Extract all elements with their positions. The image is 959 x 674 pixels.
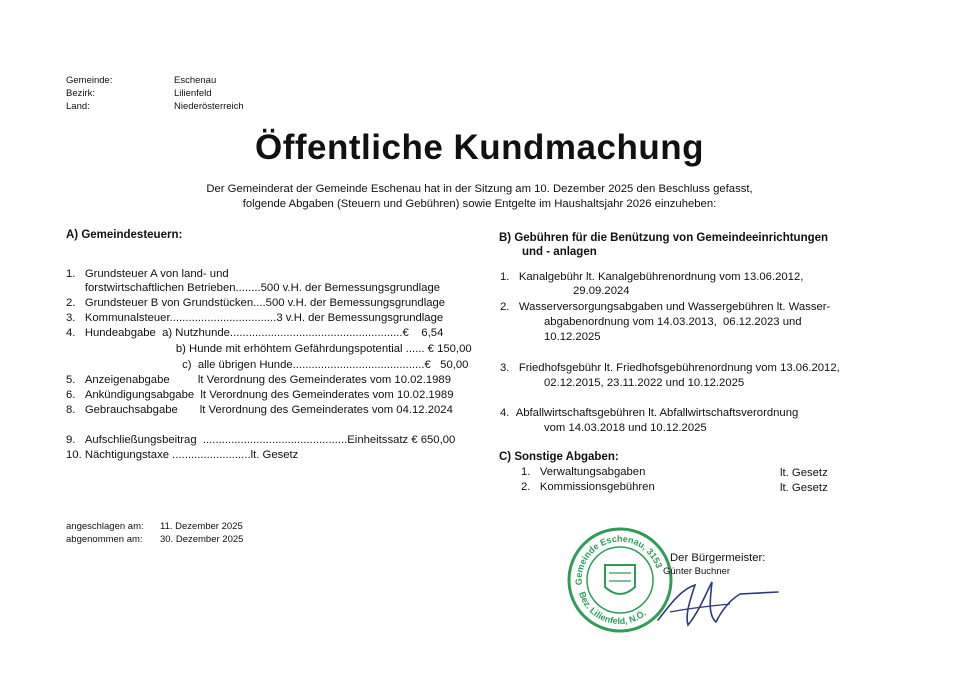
section-b-line: 3. Friedhofsgebühr lt. Friedhofsgebührenordnung vom 13.06.2012, [500,362,840,374]
section-a-line: forstwirtschaftlichen Betrieben........500 v.H. der Bemessungsgrundlage [66,282,441,294]
page-title: Öffentliche Kundmachung [255,128,704,167]
header-label-state: Land: [66,101,90,112]
section-c-heading: C) Sonstige Abgaben: [499,451,619,463]
section-b-line: 02.12.2015, 23.11.2022 und 10.12.2025 [544,377,745,389]
section-c-item-label: 1. Verwaltungsabgaben [521,466,646,478]
section-a-line: 10. Nächtigungstaxe .........................lt. Gesetz [66,449,299,461]
section-a-line: 4. Hundeabgabe a) Nutzhunde.......................................................€ 6,54 [66,327,444,339]
removed-date: 30. Dezember 2025 [160,534,244,545]
intro-line-1: Der Gemeinderat der Gemeinde Eschenau hat in der Sitzung am 10. Dezember 2025 den Beschluss gefasst, [206,183,753,195]
header-label-municipality: Gemeinde: [66,75,113,86]
intro-line-2: folgende Abgaben (Steuern und Gebühren) sowie Entgelte im Haushaltsjahr 2026 einzuheben: [242,198,717,210]
seal-text-bottom: Bez. Lilienfeld, N.Ö. [576,590,648,627]
seal-text-top: Gemeinde Eschenau, 3153 [573,533,665,586]
section-a-line: 9. Aufschließungsbeitrag ..............................................Einheitssatz € 650,00 [66,434,456,446]
section-b-line: 2. Wasserversorgungsabgaben und Wassergebühren lt. Wasser- [500,301,831,313]
section-b-line: 10.12.2025 [544,331,601,343]
seal-crest-icon [605,565,635,594]
section-a-heading: A) Gemeindesteuern: [66,229,183,241]
section-b-line: 1. Kanalgebühr lt. Kanalgebührenordnung vom 13.06.2012, [500,271,804,283]
posted-label: angeschlagen am: [66,521,144,532]
removed-label: abgenommen am: [66,534,143,545]
section-b-line: 4. Abfallwirtschaftsgebühren lt. Abfallwirtschaftsverordnung [500,407,799,419]
section-b-heading-cont: und - anlagen [522,246,597,258]
section-b-line: 29.09.2024 [573,285,630,297]
section-a-line: 8. Gebrauchsabgabe lt Verordnung des Gemeinderates vom 04.12.2024 [66,404,453,416]
section-c-item-label: 2. Kommissionsgebühren [521,481,655,493]
section-a-line: c) alle übrigen Hunde..........................................€ 50,00 [66,359,469,371]
section-a-line: 3. Kommunalsteuer..................................3 v.H. der Bemessungsgrundlage [66,312,444,324]
section-b-line: vom 14.03.2018 und 10.12.2025 [544,422,707,434]
header-value-district: Lilienfeld [174,88,212,99]
section-c-item-value: lt. Gesetz [780,482,828,494]
posted-date: 11. Dezember 2025 [160,521,243,532]
header-label-district: Bezirk: [66,88,96,99]
section-c-item-value: lt. Gesetz [780,467,828,479]
signature-name: Günter Buchner [663,566,731,577]
section-a-line: 1. Grundsteuer A von land- und [66,268,229,280]
section-a-line: 2. Grundsteuer B von Grundstücken....500 v.H. der Bemessungsgrundlage [66,297,446,309]
signature-role: Der Bürgermeister: [670,552,766,564]
handwritten-signature [650,570,780,630]
section-a-line: 6. Ankündigungsabgabe lt Verordnung des Gemeinderates vom 10.02.1989 [66,389,454,401]
section-a-line: b) Hunde mit erhöhtem Gefährdungspotential ...... € 150,00 [66,343,472,355]
section-b-line: abgabenordnung vom 14.03.2013, 06.12.2023 und [544,316,802,328]
header-value-state: Niederösterreich [174,101,244,112]
section-a-line: 5. Anzeigenabgabe lt Verordnung des Gemeinderates vom 10.02.1989 [66,374,451,386]
header-value-municipality: Eschenau [174,75,217,86]
section-b-heading: B) Gebühren für die Benützung von Gemeindeeinrichtungen [499,232,829,244]
